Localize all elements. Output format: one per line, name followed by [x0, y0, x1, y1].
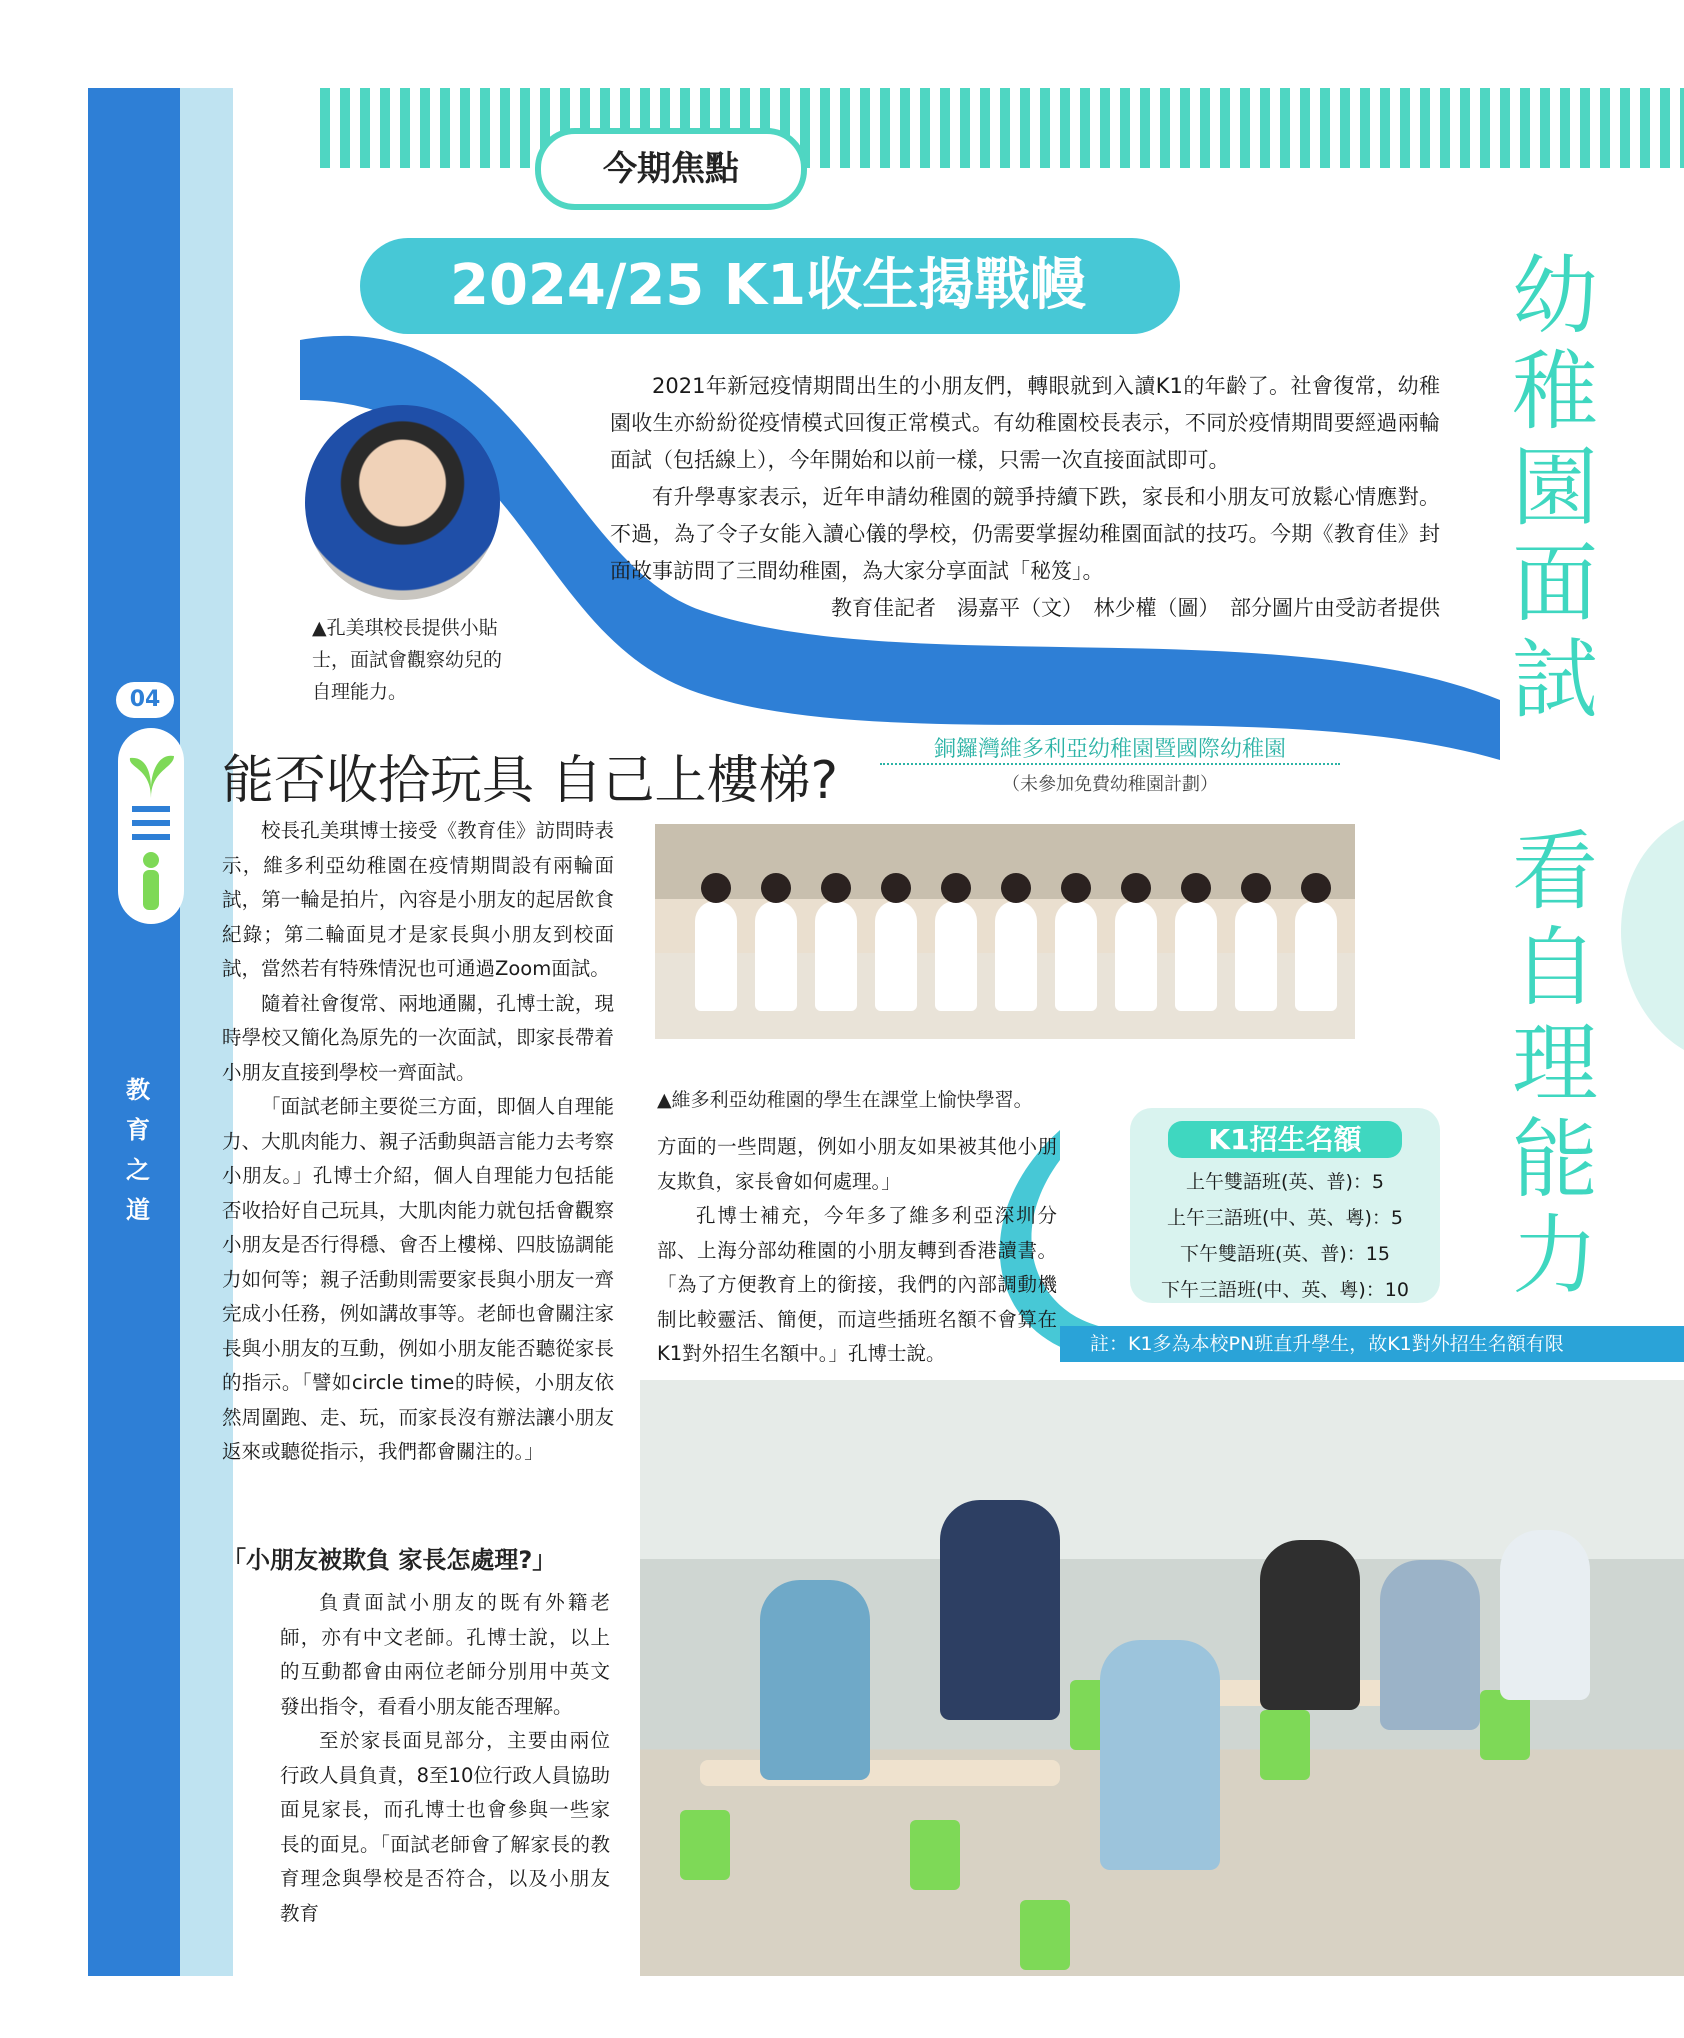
- vertical-title-char: 稚: [1512, 342, 1598, 442]
- article-paragraph: 孔博士補充，今年多了維多利亞深圳分部、上海分部幼稚園的小朋友轉到香港讀書。「為了方便教育上的銜接，我們的內部調動機制比較靈活、簡便，而這些插班名額不會算在K1對外招生名額中。」孔博士說。: [657, 1204, 1057, 1365]
- child-figure: [995, 901, 1037, 1011]
- quota-title-text: K1招生名額: [1168, 1121, 1401, 1158]
- intro-paragraph: 2021年新冠疫情期間出生的小朋友們，轉眼就到入讀K1的年齡了。社會復常，幼稚園收生亦紛紛從疫情模式回復正常模式。有幼稚園校長表示，不同於疫情期間要經過兩輪面試（包括線上），今年開始和以前一樣，只需一次直接面試即可。: [610, 374, 1440, 472]
- person-figure: [1100, 1640, 1220, 1870]
- vertical-title-char: 能: [1512, 1110, 1598, 1210]
- article-paragraph: 隨着社會復常、兩地通關，孔博士說，現時學校又簡化為原先的一次面試，即家長帶着小朋友直接到學校一齊面試。: [222, 991, 614, 1084]
- chair: [1480, 1690, 1530, 1760]
- page-title: 2024/25 K1收生揭戰幔: [360, 238, 1180, 334]
- article-paragraph: 至於家長面見部分，主要由兩位行政人員負責，8至10位行政人員協助面見家長，而孔博士也會參與一些家長的面見。「面試老師會了解家長的教育理念與學校是否符合，以及小朋友教育: [280, 1729, 610, 1925]
- intro-paragraph: 有升學專家表示，近年申請幼稚園的競爭持續下跌，家長和小朋友可放鬆心情應對。不過，為了令子女能入讀心儀的學校，仍需要掌握幼稚園面試的技巧。今期《教育佳》封面故事訪問了三間幼稚園，為大家分享面試「秘笈」。: [610, 485, 1440, 583]
- vertical-title-char: 力: [1512, 1206, 1598, 1306]
- column-logo-icon: [118, 728, 184, 924]
- vertical-title-char: 園: [1512, 438, 1598, 538]
- child-figure: [1235, 901, 1277, 1011]
- vertical-title-char: 幼: [1512, 246, 1598, 346]
- quota-item: 下午雙語班(英、普)：15: [1179, 1243, 1390, 1265]
- quota-item: 下午三語班(中、英、粵)：10: [1160, 1279, 1409, 1301]
- article-paragraph: 校長孔美琪博士接受《教育佳》訪問時表示，維多利亞幼稚園在疫情期間設有兩輪面試，第一輪是拍片，內容是小朋友的起居飲食紀錄；第二輪面見才是家長與小朋友到校面試，當然若有特殊情況也可通過Zoom面試。: [222, 819, 614, 980]
- vertical-title-char: 自: [1512, 918, 1598, 1018]
- child-figure: [875, 901, 917, 1011]
- sidebar-label: 教育之道: [126, 1076, 150, 1224]
- quota-item: 上午雙語班(英、普)：5: [1186, 1171, 1384, 1193]
- vertical-title-char: 試: [1512, 630, 1598, 730]
- child-figure: [755, 901, 797, 1011]
- table: [700, 1760, 1060, 1786]
- photo-caption: ▲維多利亞幼稚園的學生在課堂上愉快學習。: [657, 1089, 1033, 1111]
- credit-line: 教育佳記者 湯嘉平（文） 林少權（圖） 部分圖片由受訪者提供: [831, 596, 1440, 620]
- person-figure: [1260, 1540, 1360, 1710]
- article-paragraph: 負責面試小朋友的既有外籍老師，亦有中文老師。孔博士說，以上的互動都會由兩位老師分別用中英文發出指令，看看小朋友能否理解。: [280, 1591, 610, 1718]
- page-number: 04: [116, 682, 174, 718]
- child-figure: [1055, 901, 1097, 1011]
- child-figure: [1115, 901, 1157, 1011]
- article-column-1b: [280, 1586, 610, 1931]
- subheading: 「小朋友被欺負 家長怎處理?」: [222, 1546, 557, 1574]
- principal-portrait-photo: [305, 405, 500, 600]
- left-band: [88, 88, 180, 1976]
- quota-note: 註：K1多為本校PN班直升學生，故K1對外招生名額有限: [1060, 1326, 1684, 1362]
- child-figure: [935, 901, 977, 1011]
- child-figure: [1295, 901, 1337, 1011]
- child-figure: [1175, 901, 1217, 1011]
- quota-item: 上午三語班(中、英、粵)：5: [1167, 1207, 1403, 1229]
- vertical-title-gap: [1500, 728, 1610, 824]
- vertical-title-char: 面: [1512, 534, 1598, 634]
- focus-label: 今期焦點: [535, 128, 807, 210]
- article-paragraph: 「面試老師主要從三方面，即個人自理能力、大肌肉能力、親子活動與語言能力去考察小朋友。」孔博士介紹，個人自理能力包括能否收拾好自己玩具，大肌肉能力就包括會觀察小朋友是否行得穩、會否上樓梯、四肢協調能力如何等；親子活動則需要家長與小朋友一齊完成小任務，例如講故事等。老師也會關注家長與小朋友的互動，例如小朋友能否聽從家長的指示。「譬如circle time的時候，小朋友依然周圍跑、走、玩，而家長沒有辦法讓小朋友返來或聽從指示，我們都會關注的。」: [222, 1095, 614, 1463]
- person-figure: [940, 1500, 1060, 1720]
- person-figure: [1500, 1530, 1590, 1700]
- vertical-title-char: 看: [1512, 822, 1598, 922]
- person-figure: [760, 1580, 870, 1780]
- school-name: 銅鑼灣維多利亞幼稚園暨國際幼稚園: [880, 732, 1340, 765]
- article-column-1: [222, 814, 614, 1470]
- school-note: （未參加免費幼稚園計劃）: [1002, 774, 1218, 795]
- chair: [1260, 1710, 1310, 1780]
- quota-title: [1130, 1118, 1440, 1158]
- intro-text: [610, 368, 1440, 627]
- section-heading: 能否收拾玩具 自己上樓梯?: [222, 751, 839, 811]
- classroom-photo: [655, 824, 1355, 1039]
- interview-room-photo: [640, 1380, 1684, 1976]
- article-paragraph: 方面的一些問題，例如小朋友如果被其他小朋友欺負，家長會如何處理。」: [657, 1135, 1057, 1193]
- article-column-2: [657, 1130, 1057, 1372]
- child-figure: [695, 901, 737, 1011]
- person-figure: [1380, 1560, 1480, 1730]
- chair: [680, 1810, 730, 1880]
- chair: [1020, 1900, 1070, 1970]
- quota-list: [1150, 1164, 1420, 1308]
- vertical-title: [1500, 248, 1610, 1304]
- chair: [910, 1820, 960, 1890]
- child-figure: [815, 901, 857, 1011]
- vertical-title-char: 理: [1512, 1014, 1598, 1114]
- portrait-caption: ▲孔美琪校長提供小貼士，面試會觀察幼兒的自理能力。: [312, 617, 503, 703]
- top-stripes: [320, 88, 1684, 168]
